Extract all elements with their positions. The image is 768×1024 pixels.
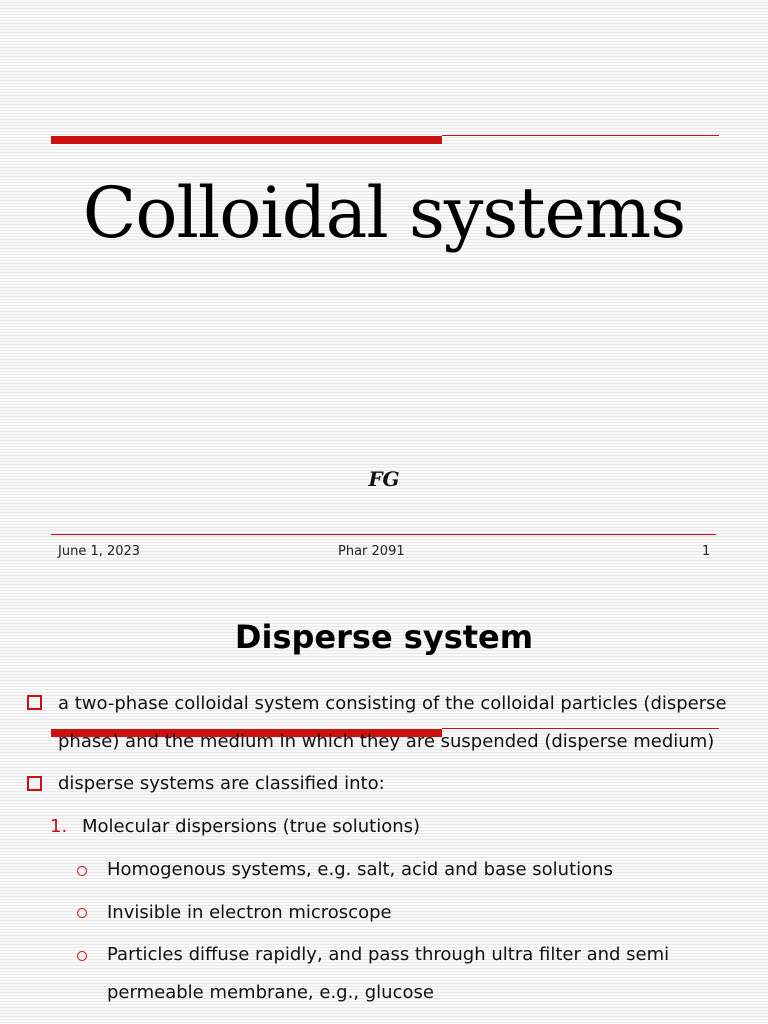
- content-slide: [0, 575, 768, 1024]
- square-bullet-icon: [27, 695, 42, 710]
- bullet-text: disperse systems are classified into:: [58, 773, 385, 794]
- sub-bullet-text-continued: permeable membrane, e.g., glucose: [107, 982, 434, 1003]
- circle-bullet-icon: [77, 908, 87, 918]
- sub-bullet-text: Homogenous systems, e.g. salt, acid and base solutions: [107, 859, 613, 880]
- slide-title: Colloidal systems: [82, 172, 686, 254]
- list-number: 1.: [50, 816, 68, 837]
- accent-bar-thick: [51, 136, 442, 144]
- circle-bullet-icon: [77, 866, 87, 876]
- footer-divider: [51, 534, 716, 535]
- footer-page-number: 1: [702, 544, 711, 559]
- numbered-item-text: Molecular dispersions (true solutions): [82, 816, 421, 837]
- bullet-text-continued: phase) and the medium in which they are suspended (disperse medium): [58, 731, 715, 752]
- footer-date: June 1, 2023: [58, 544, 141, 559]
- footer-course: Phar 2091: [338, 544, 405, 559]
- square-bullet-icon: [27, 776, 42, 791]
- sub-bullet-text: Particles diffuse rapidly, and pass through ultra filter and semi: [107, 944, 670, 965]
- accent-line-thin: [442, 135, 719, 136]
- slide-heading: Disperse system: [234, 618, 534, 656]
- circle-bullet-icon: [77, 951, 87, 961]
- bullet-text: a two-phase colloidal system consisting of the colloidal particles (disperse: [58, 693, 727, 714]
- author-label: FG: [368, 467, 400, 491]
- sub-bullet-text: Invisible in electron microscope: [107, 902, 392, 923]
